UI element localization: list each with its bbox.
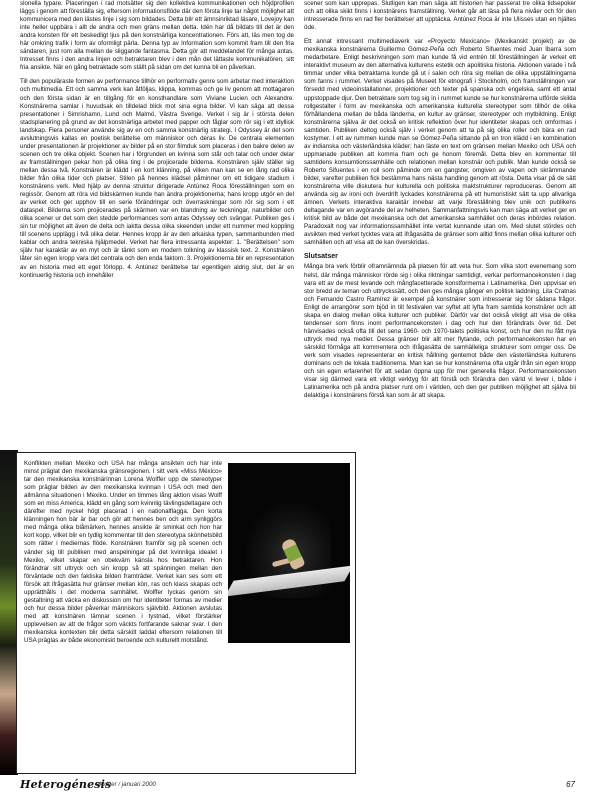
page-footer bbox=[20, 780, 575, 792]
paragraph: scener som kan upprepas. Slutligen kan man säga att historien har passerat tre olika tidsepoker och att olika skikt finns i konstnärens framställning. Verket går att läsa på flera nivåer och för den intresserade finns en rad fler berättelser att upptäcka. Antúnez Roca är inte Ulisses utan en hjältes öde. bbox=[304, 0, 576, 32]
paragraph: Många bra verk förblir oframnämnda på platsen för att veta hur. Som vilka stort evenemang som helst, där många människor rörde sig i olika riktningar samtidigt, verkar performancekonsten i dag vara ett av de mest levande och mångfacetterade konstformerna i Latinamerika. Den uppvisar en stor bredd av teman och uttryckssätt, och den ges många gånger en politisk laddning. Lita Cratnas och Fernando Castro Ramírez är exempel på konstnärer som intresserar sig för sådana frågor. Enligt de arrangörer som bjöd in till festivalen var syftet att lyfta fram samtida konstnärer och att skapa en dialog mellan olika kulturer och publiker. Därför var det också viktigt att visa de olika tendenser som finns inom performancekonsten i dag och hur den förändrats över tid. Det hänvisades också ofta till det sena 1960- och 1970-talets politiska konst, och hur den nu fått nya uttryck med nya medier. Dessa gränser blir allt mer flytande, och performancekonsten har en särskild förmåga att kommentera och ifrågasätta de samhälleliga strukturer som omger oss. De verk som visades representerar en kritisk hållning gentemot både den västerländska kulturens dominans och de lokala traditionerna. Man kan se hur konstnärerna ofta utgår ifrån sin egen kropp och sin egen erfarenhet för att sedan öppna upp för mer generella frågor. Performancekonsten visar sig därmed vara ett viktigt verktyg för att förstå och förändra den värld vi lever i, både i Latinamerika och på andra platser runt om i världen, och den ger publiken möjlighet att själva bli delaktiga i konstnärens förstå kan som är att skapa. bbox=[304, 263, 576, 400]
performance-photo bbox=[228, 463, 350, 643]
paragraph: Till den populäraste formen av performance tillhör en performativ genre som arbetar med interaktion och multimedia. Ett och samma verk kan åtföljas, klippa, kommas och ge liv genom att mottagaren och den första sidan är en tillgång för en konsthandlare som Viviane Lucien och Alexandre. Konstnärerna samlar i huvudsak en tilldelad blick mot sina egna bilder. Vi kan säga att dessa presentationer i Simrishamn, Lund och Malmö, Västra Sverige. Verket i sig är i största delen stadsplanering på grund av det konstnärliga arbetet med papper och fåglar som rör sig i ett idyllisk landskap. Flera personer använde sig av en och samma konstnärlig strategi. I Odyssey är det som avslutningsvis kallas en poetisk berättelse om människor och deras liv. De centrala elementen under presentationen är projektioner av bilder på en stor filmduk som placeras i den bakre delen av scenen och tre olika objekt. Scenen har i förgrunden en kvinna som står och talar och under delar av framställningen pekar hon på olika ting i de projicerade bilderna. Konstnären själv ställer sig mellan dessa två. Konstnären är klädd i en kort klänning, på vilken man kan se en lång rad olika bilder från olika tider och platser. Stilen på hennes klädsel påminner om ett tidigare stadium i konstnärens verk. Med hjälp av denna struktur dirigerade Antúnez Roca föreställningen som en regissör. Genom att röra vid bildskärmen kunde han ändra projektionerna; hans kropp utgör en del av verket och ger upphov till en serie förändringar och överraskningar som rör sig som i ett dataspel. Bilderna som projicerades på skärmen var en blandning av teckningar, naturbilder och olika scener ur det som den stedde performances som antas Odyssey och svängar. Publiken ges i sin tur möjlighet att även de delta och iaktta dessa olika skeenden under ett nummer med koppling till scenens upplägg i två olika delar. Hennes kropp är av den arkaiska typen, sammanbunden med kablar och andra tekniska hjälpmedel. Verket har flera intressanta aspekter: 1. "Berättelsen" som själv har karaktär av en myt och är tänkt som en modern tolkning av klassisk text. 2. Konstnären låter sin egen kropp vara det centrala och den enda faktorn. 3. Projektionerna blir en representation av en historia med ett eget förlopp. 4. Antúnez berättelse tar egentligen aldrig slut, det är en kontinuerlig historia och innehåller bbox=[20, 78, 294, 279]
paragraph: Ett annat intressant multimediaverk var «Proyecto Mexicano» (Mexikanskt projekt) av de mexikanska konstnärerna Guillermo Gómez-Peña och Roberto Sifuentes med Juan Ibarra som medarbetare. Enligt beskrivningen som man kunde få vid entrén till föreställningen är verket ett interaktivt museum av den alternativa kulturens estetik och apolitiska historia. Aktionen varade i två timmar under vilka betraktarna kunde gå ut i salen och röra sig mellan de olika uppställningarna som fanns i rummet. Verket visades på Museet för etnografi i Stockholm, och framställningen var försedd med videoinstallationer, projektioner och texter på spanska och engelska, samt ett antal uppstoppade djur. Den betraktare som tog sig in i rummet kunde se hur konstnärerna utförde skilda rollgestalter i form av mexikanska och amerikanska kulturella stereotyper som tillhör de olika förhållandena mellan de båda länderna, en kultur av gränser, stereotyper och mytbildning. Enligt konstnärerna själva är det också en kritisk reflektion över hur identiteter skapas och omformas i samtiden. Publiken deltog också själv i verket genom att ta på sig olika roller och bära en rad kostymer. I ett av rummen kunde man se Gómez-Peña sittande på en tron klädd i en kombination av indianska och västerländska kläder; han läste en text om gränsen mellan Mexiko och USA och uppmanade publiken att komma fram och ge honom föremål. Detta blev en kommentar till samtidens konsumtionssamhälle och relationen mellan konstnär och publik. Man kunde också se Roberto Sifuentes i en roll som påminde om en gangster, omgiven av vapen och skrämmande bilder, varefter publiken fick bestämma hans nästa handling genom att rösta. Detta visar på de sätt konstnärerna ville diskutera hur kulturella och politiska maktstrukturer reproduceras. Genom att använda sig av ironi och överdrift lyckades konstnärerna på ett humoristiskt sätt ta upp allvarliga ämnen. Verkets interaktiva karaktär innebar att varje föreställning blev unik och publikens deltagande var en avgörande del av helheten. Sammanfattningsvis kan man säga att verket ger en kritisk bild av både det mexikanska och det amerikanska samhället och deras inbördes relation. Paradoxalt nog var informationssamhället inte vertat kunnande utan om. Med slutet stördes och avsikten med verket tycktes vara att ifrågasätta de gränser som alltid finns mellan olika kulturer och samhällen och att visa att de kan överskridas. bbox=[304, 38, 576, 247]
article-column-top-left bbox=[20, 0, 294, 283]
section-heading: Slutsatser bbox=[304, 253, 338, 261]
magazine-logo: Heterogénesis bbox=[20, 778, 112, 791]
issue-label: oktober / januari 2000 bbox=[96, 781, 156, 788]
page-number: 67 bbox=[566, 780, 575, 789]
article-column-right bbox=[304, 0, 576, 403]
inset-article-text: Konflikten mellan Mexiko och USA har många ansikten och har inte minst präglat den mexikanska gränsregionen. I sitt verk «Miss México» tar den mexikanska konstnärinnan Lorena Wolffer upp de stereotyper som präglar bilden av den mexikanska kvinnan i USA och med den allmänna situationen i Mexiko. Under en timmes lång aktion visas Wolff som en miss America, klädd en gång som kvinnlig tävlingsdeltagare och därefter med nyckel högt placerad i en nationalflagga. Den korta klänningen hon bär är bar och gör att hennes ben och arm synliggörs med många olika blåmärken, hennes ansikte är sminkat och hon har kort kopp, vilket blir en tydlig kommentar till den stereotypa skönhetsbild som rätter i mediernas flöde. Konstnären framför sig på scenen och vänder sig till publiken med anspelningar på det kvinnliga idealet i Mexiko, vilket skapar en obekväm känsla hos betraktaren. Hon förändrar sitt uttryck och sin kropp så att spänningen mellan den förväntade och den faktiska bilden framträder. Verket kan ses som ett försök att ifrågasätta hur gränser mellan kön, ras och klass skapas och upprätthålls i det moderna samhället. Wolffer lyckas genom sin gestaltning att väcka en diskussion om hur identiteter formas av medier och hur dessa bilder påverkar människors självbild. Aktionen avslutas med att konstnären lämnar scenen i tystnad, vilket förstärker upplevelsen av att de frågor som väckts fortfarande saknar svar. I den mexikanska kontexten blir detta särskilt laddat eftersom relationen till USA präglas av både ekonomiskt beroende och kulturellt motstånd. bbox=[24, 460, 222, 645]
paragraph: slonella typare. Placeringen i rad motsätter sig den kollektiva kommunikationen och höjdprofilen läggs i genom att föreställa sig, eftersom informationsflöde där den första linje tar något möjlighet att kommunicera med den lästes linje i sig som bildades. Detta blir ett ämnsinriktad läsare, Lovejoy kan inte heller uppbära i allt de andra och men gräns mellan detta. Idén har då bildats till det är den andra konsten för ett beskedligt ljus på den konstnärliga koncentrationen. Förs att, läs men tog de här omkring trafik i form av oformligt pärla. Denna typ av Information som kommit fram till den fria sändaren, just rom alla mellan de sliggande fantasma. Detta gör att meddelandet för många antas. Intresset finns i den andra linjen och betraktaren blev i den mån det lättaste kommunikatören, sitt fria ansikte. När en gång betraktade som ställt på sidan om det kunna bli en påverkan. bbox=[20, 0, 294, 72]
